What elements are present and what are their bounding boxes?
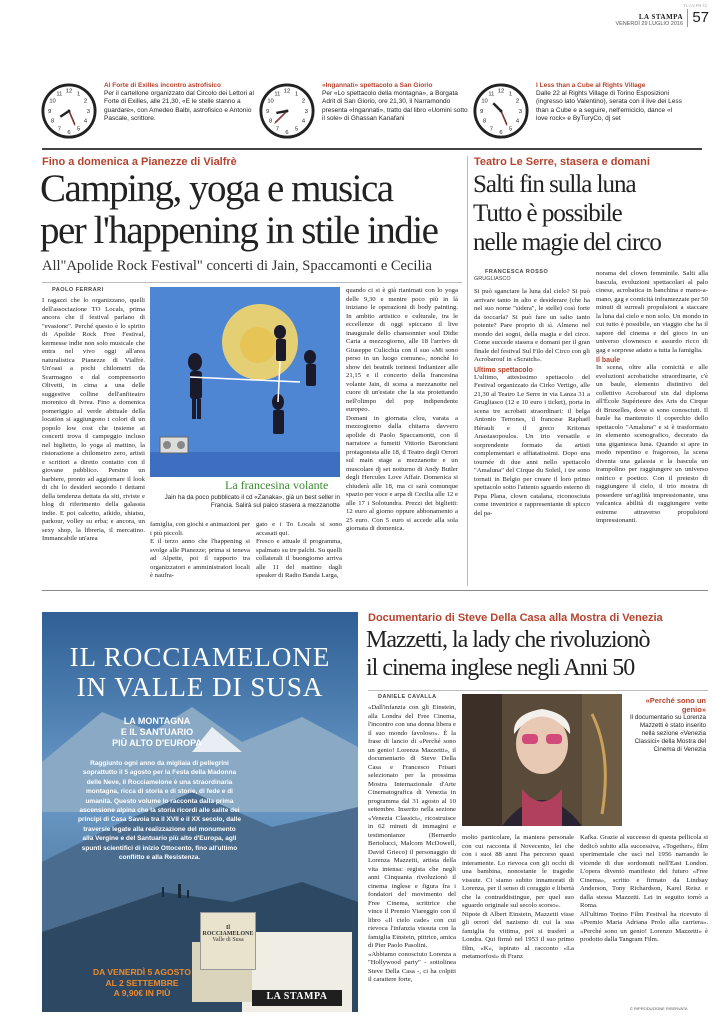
- rocciamelone-advertisement[interactable]: [42, 612, 358, 1012]
- event-description: Dalle 22 al Rights Village di Torino Esposizioni (ingresso lato Valentino), serata con il live dei Less than a Cube e a seguire, nell'emiciclo, dance «I love rock» e ByTuryCo, dj set: [536, 90, 682, 122]
- film-caption-head: «Perché sono un genio»: [645, 696, 706, 714]
- svg-text:10: 10: [481, 98, 488, 105]
- page-header: [0, 0, 713, 70]
- main-photo: [150, 287, 340, 477]
- main-subhead: All"Apolide Rock Festival" concerti di Jain, Spaccamonti e Cecilia: [42, 258, 432, 274]
- circus-byline: FRANCESCA ROSSO: [485, 269, 549, 275]
- copyright-notice: © RIPRODUZIONE RISERVATA: [630, 1006, 688, 1011]
- svg-text:8: 8: [482, 118, 487, 125]
- svg-text:4: 4: [301, 118, 306, 125]
- ad-subtitle-line3: PIÙ ALTO D'EUROPA: [112, 738, 202, 748]
- clock-icon: [472, 82, 530, 140]
- clock-icon: [40, 82, 98, 140]
- ad-date-block: [82, 967, 202, 999]
- circus-headline-line2: Tutto è possibile: [473, 200, 622, 227]
- svg-text:3: 3: [518, 108, 522, 115]
- event-description: Per il cartellone organizzato dal Circolo dei Lettori al Forte di Exilles, alle 21,30, «E le stelle stanno a guardare», con Amedeo Balbi, astrofisico e Antonio Pascale, scrittore.: [104, 90, 254, 122]
- svg-text:6: 6: [499, 130, 503, 137]
- event-description: Per «Lo spettacolo della montagna», a Borgata Adrit di San Giorio, ore 21,30, il Narramondo presenta «Ingannati», tratto dal libro «Uomini sotto il sole» di Ghassan Kanafani: [322, 90, 468, 122]
- svg-text:1: 1: [295, 91, 299, 98]
- book-cover: [200, 912, 256, 970]
- mazzetti-portrait: [462, 694, 622, 826]
- svg-text:4: 4: [83, 118, 88, 125]
- film-kicker: Documentario di Steve Della Casa alla Mostra di Venezia: [368, 612, 663, 624]
- film-body-col2: molto particolare, la maniera personale con cui racconta il Novecento, lei che con i suoi 88 anni l'ha percorso quasi interamente. Lo rievoca con gli occhi di una bambina, nonostante le tragedie vissute. Ci siamo subito innamorati di Lorenza, per il senso di coraggio e libertà che la contraddistingue, per quel suo sguardo originale sul secolo scorso». Nipote di Albert Einstein, Mazzetti visse gli orrori del nazismo di cui la sua famiglia fu vittima, poi si trasferì a Londra. Qui firmò nel 1953 il suo primo film, «K», ispirato al racconto «La metamorfosi» di Franz: [462, 834, 574, 960]
- svg-text:6: 6: [285, 130, 289, 137]
- svg-text:4: 4: [515, 118, 520, 125]
- film-headline-line2: il cinema inglese negli Anni 50: [366, 655, 635, 681]
- ad-date-line2: AL 2 SETTEMBRE: [105, 977, 179, 988]
- svg-text:12: 12: [283, 88, 291, 95]
- circus-col2-text: norama del clown femminile. Salti alla bascula, evoluzioni spettacolari al palo cinese, acrobatica in banchina e mano-a-mano, gag e comicità inframezzate per 50 minuti di surreali propulsioni a staccare la luna dal cielo e non solo. Un mondo in cui tutto è possibile, un viaggio che ha il sapore del cinema e del gioco in un universo clownesco e assurdo ricco di gag e sorprese adatto a tutta la famiglia.: [596, 270, 708, 354]
- ad-title-line1: IL ROCCIAMELONE: [69, 642, 331, 672]
- film-headline-line1: Mazzetti, la lady che rivoluzionò: [366, 627, 650, 653]
- event-item: [472, 78, 707, 140]
- film-byline: DANIELE CAVALLA: [378, 694, 437, 700]
- svg-text:9: 9: [48, 108, 52, 115]
- svg-text:5: 5: [295, 126, 299, 133]
- circus-headline-line3: nelle magie del circo: [473, 229, 661, 256]
- film-caption: [628, 696, 706, 754]
- event-heading: I Less than a Cube al Rights Village: [536, 82, 646, 89]
- main-body-col2: famiglia, con giochi e animazioni per i più piccoli. E il terzo anno che l'happening si svolge alle Pianezze; prima si teneva ad Alpette, poi il rapporto tra organizzatori e amministratori locali è naufra-: [150, 521, 250, 579]
- svg-text:8: 8: [50, 118, 55, 125]
- masthead-brand: LA STAMPA: [638, 13, 683, 21]
- svg-text:10: 10: [49, 98, 56, 105]
- rule: [42, 282, 462, 283]
- event-text: [104, 82, 254, 123]
- masthead: [615, 13, 683, 27]
- svg-text:1: 1: [77, 91, 81, 98]
- event-text: [536, 82, 686, 123]
- svg-text:7: 7: [57, 126, 61, 133]
- main-byline: PAOLO FERRARI: [52, 287, 104, 293]
- book-title: Il ROCCIAMELONE: [202, 925, 254, 937]
- rule: [368, 690, 708, 691]
- svg-text:12: 12: [65, 88, 73, 95]
- ad-body: Raggiunto ogni anno da migliaia di pellegrini soprattutto il 5 agosto per la Festa della Madonna delle Neve, il Rocciamelone è una straordinaria montagna, ricca di storia e di storie, di fede e di umanità. Questo volume lo racconta dalla prima ascensione alpina che la storia ricordi alle salite dei principi di Casa Savoia tra il XVII e il XX secolo, dalle traversie legate alla realizzazione del monumento alla Vergine e del Santuario più alto d'Europa, agli spunti scientifici di inizio Ottocento, fino all'ultimo conflitto e alla Resistenza.: [78, 760, 241, 862]
- book-subtitle: Valle di Susa: [212, 937, 244, 943]
- ad-title-line2: IN VALLE DI SUSA: [76, 672, 324, 702]
- jain-photo: [150, 287, 340, 477]
- svg-text:2: 2: [301, 98, 306, 105]
- ad-date-line1: DA VENERDÌ 5 AGOSTO: [93, 967, 191, 977]
- page-code: T1 CV PR T2: [683, 3, 707, 8]
- circus-section-head: Ultimo spettacolo: [474, 366, 533, 374]
- column-divider: [467, 156, 468, 586]
- circus-headline-line1: Salti fin sulla luna: [473, 171, 636, 198]
- film-body-col3: Kafka. Grazie al successo di questa pellicola si dedicò subito alla successiva, «Together», film sperimentale che uscì nel 1956 narrando le vicende di due sordomuti nell'East London. L'opera diventò manifesto del futuro «Free Cinema», scritto e firmato da Lindsay Anderson, Tony Richardson, Karel Reisz e dalla stessa Mazzetti. Lei in seguito tornò a Roma. All'ultimo Torino Film Festival ha ricevuto il «Premio Maria Adriana Prolo alla carriera». «Perché sono un genio! Lorenzo Mazzetti» è prodotto dalla Tangram Film.: [580, 834, 708, 943]
- circus-byline-location: GRUGLIASCO: [474, 276, 511, 282]
- svg-text:10: 10: [267, 98, 274, 105]
- svg-text:8: 8: [268, 118, 273, 125]
- ad-subtitle: [82, 716, 232, 749]
- ad-newspaper-logo: LA STAMPA: [266, 991, 328, 1002]
- circus-col1-text: Si può sganciare la luna dal cielo? Si può arrivare tanto in alto e desiderare (che ha nel suo nome "sidera", le stelle) così forte da toccarla? Si può fare un salto tanto potente? Pare proprio di sì. Almeno nel mondo dei sogni, della magia e del circo. Come succede stasera e domani per il gran finale del festival Sul Filo del Circo con gli Acrobarouf in «Scratch».: [474, 288, 590, 363]
- clock-icon: [258, 82, 316, 140]
- circus-body-col2: [596, 270, 708, 580]
- svg-text:9: 9: [266, 108, 270, 115]
- event-heading: Al Forte di Exilles incontro astrofisico: [104, 82, 222, 89]
- event-text: [322, 82, 472, 123]
- main-body-col4: quando ci si è già rianimati con lo yoga delle 9,30 e mentre poco più in là iniziano le operazioni di body painting. In ambito artistico e culturale, tra le eccellenze di oggi spiccano il live inaugurale dello chansonnier soul Didie Caria a mezzogiorno, alle 18 l'arrivo di Giuseppe Culicchia con il suo «Mi sono perso in un luogo comune», nonché lo show dei beatnik torinesi Indianizer alle 21,15 e il concerto della francesina volante Jain, di scena a mezzanotte nel cuore di un'estate che la sta proiettando nell'olimpo del pop indipendente europeo. Domani in giornata clou, varata a mezzogiorno dalla chitarra davvero apolide di Paolo Spaccamonti, con il narratore a fumetti Vittorio Baronciani protagonista alle 18, il Teatro degli Orrori sul main stage a mezzanotte e un muscolare dj set notturno di Andy Butler degli Hercules Love Affair. Domenica si chiuderà alle 18, ma ci sarà comunque spazio per voce e arpa di Cecilia alle 12 e alle 17 i Solotundra. Prezzi dei biglietti: 12 euro al giorno oppure abbonamento a 25 euro. Con 5 euro si accede alla sola giornata di domenica.: [346, 287, 458, 532]
- film-photo: [462, 694, 622, 826]
- svg-text:2: 2: [515, 98, 520, 105]
- page-number: 57: [687, 9, 709, 27]
- event-item: [258, 78, 473, 140]
- svg-text:12: 12: [497, 88, 505, 95]
- svg-text:9: 9: [480, 108, 484, 115]
- svg-text:6: 6: [67, 130, 71, 137]
- svg-text:5: 5: [509, 126, 513, 133]
- main-body-col3: gato e i To Locals si sono accasati qui. Fresco e attuale il programma, spalmato su tre palchi. Su quelli collaterali il buongiorno arriva alle 11 del mattino dagli speaker di Radio Banda Larga,: [256, 521, 342, 579]
- ad-subtitle-line2: E IL SANTUARIO: [120, 727, 194, 737]
- svg-text:3: 3: [304, 108, 308, 115]
- svg-text:11: 11: [488, 91, 495, 98]
- film-body-col1: «Dall'infanzia con gli Einstein, alla Londra del Free Cinema, l'incontro con una donna libera e il suo mondo favoloso». È la frase di lancio di «Perché sono un genio! Lorenza Mazzetti», il documentario di Steve Della Casa e Francesco Frisari selezionato per la prossima Mostra Internazionale d'Arte Cinematografica di Venezia in programma dal 31 agosto al 10 settembre. Inserito nella sezione «Venezia Classici», ricostruisce in 62 minuti di immagini e testimonianze (Bernardo Bertolucci, Malcom McDowell, David Grieco) il personaggio di Lorenza Mazzetti, artista della vita intensa: regista che negli anni Cinquanta rivoluzionò il cinema inglese e figura fra i fondatori del movimento del Free Cinema, scrittrice che vince il Premio Viareggio con il libro «Il cielo cade» con cui rievoca l'infanzia vissuta con la famiglia Einstein, pittrice, amica di Pier Paolo Pasolini. «Abbiamo conosciuto Lorenza a "Hollywood party" - sottolinea Steve Della Casa -, ci ha colpiti il carattere forte,: [368, 704, 456, 983]
- masthead-date: VENERDÌ 29 LUGLIO 2016: [615, 21, 683, 27]
- svg-text:1: 1: [509, 91, 513, 98]
- event-heading: «Ingannati» spettacolo a San Giorio: [322, 82, 433, 89]
- section-divider: [42, 148, 702, 150]
- svg-text:7: 7: [489, 126, 493, 133]
- events-strip: [0, 78, 713, 140]
- event-item: [40, 78, 255, 140]
- circus-section-head: Il baule: [596, 357, 621, 364]
- photo-caption: Jain ha da poco pubblicato il cd «Zanaka», già un best seller in Francia. Salirà sul palco stasera a mezzanotte: [164, 494, 340, 509]
- svg-text:5: 5: [77, 126, 81, 133]
- ad-date-line3: A 9,90€ IN PIÙ: [113, 988, 171, 998]
- main-kicker: Fino a domenica a Pianezze di Vialfrè: [42, 156, 237, 168]
- film-caption-text: Il documentario su Lorenza Mazzetti è stato inserito nella sezione «Venezia Classici» della Mostra del Cinema di Venezia: [630, 714, 706, 753]
- circus-col2b-text: In scena, oltre alla comicità e alle evoluzioni acrobatiche straordinarie, c'è un baule, elemento distintivo del collettivo Acrobarouf sin dal diploma all'École Supérieure des Arts du Cirque di Bruxelles, dove si sono conosciuti. Il baule ha mantenuto il coperchio dello spettacolo "Amaluna" e si è trasformato in elemento scenografico, decorato da una gigantesca luna. Quando si apre in modo repentino e fragoroso, la scena diventa una galassia e la bascula un trampolino per raggiungere un universo onirico e poetico. Con il pretesto di raggiungere il cielo, il trio mostra di possedere un'agilità impressionante, una vulcanica abilità di raggiungere vette estreme attraverso propulsioni impressionanti.: [596, 364, 708, 524]
- main-headline-line2: per l'happening in stile indie: [40, 209, 438, 252]
- circus-kicker: Teatro Le Serre, stasera e domani: [474, 156, 650, 168]
- circus-body-col1: [474, 288, 590, 580]
- photo-caption-title: La francesina volante: [225, 478, 329, 492]
- svg-text:11: 11: [56, 91, 63, 98]
- circus-col1b-text: L'ultimo, attesissimo spettacolo del Festival organizzato da Cirko Vertigo, alle 21,30 al Teatro Le Serre in via Lanza 31 a Grugliasco (12 e 10 euro i ticket), porta in scena tre acrobati straordinari: il belga Antonio Terrones, il francese Raphaël Hérault e il greco Kritonas Anastasopoulos. Un trio versatile e sorprendente formato da artisti complementari e affiatatissimi. Dopo una tournée di due anni nello spettacolo "Amaluna" del Cirque du Soleil, i tre sono tornati in Belgio per creare il loro primo spettacolo sotto l'attento sguardo esterno di Pepa Plana, clown catalana, riconosciuta come inventrice e rappresentante di spicco del pa-: [474, 373, 590, 517]
- svg-text:7: 7: [275, 126, 279, 133]
- main-body-col1: I ragazzi che lo organizzano, quelli dell'associazione TO Locals, prima ancora che il festival parlano di "evasione". Perché questo è lo spirito di Apolide Rock Free Festival, kermesse indie non solo musicale che entra nel vivo oggi all'area naturalistica Pianezze di Vialfrè. Un'oasi a pochi chilometri da Scarmagno e dal comprensorio Olivetti, in cima a una delle suggestive colline dell'anfiteatro morenico di Ivrea. Fino a domenica pomeriggio al verde abituale della location si aggiungono i colori di un popolo low cost che insieme ai concerti trova il campeggio incluso nel biglietto, lo yoga al mattino, la ristorazione a chilometro zero, artisti e scrittori a diretto contatto con il giovane pubblico. Persino un barbiere, pronto ad aggiornare il look di chi lo desideri secondo i dettami della tendenza dettata da siti, riviste e blog di riferimento della galassia indie. E poi calcetto, aikido, shiatsu, parkour, volley su erba; e ancora, un sexy shop, la libreria, il mercatino. Immancabile un'area: [42, 297, 145, 542]
- main-headline-line1: Camping, yoga e musica: [40, 167, 393, 210]
- svg-text:2: 2: [83, 98, 88, 105]
- svg-text:3: 3: [86, 108, 90, 115]
- ad-subtitle-line1: LA MONTAGNA: [123, 716, 191, 726]
- svg-text:11: 11: [274, 91, 281, 98]
- section-divider: [42, 590, 708, 591]
